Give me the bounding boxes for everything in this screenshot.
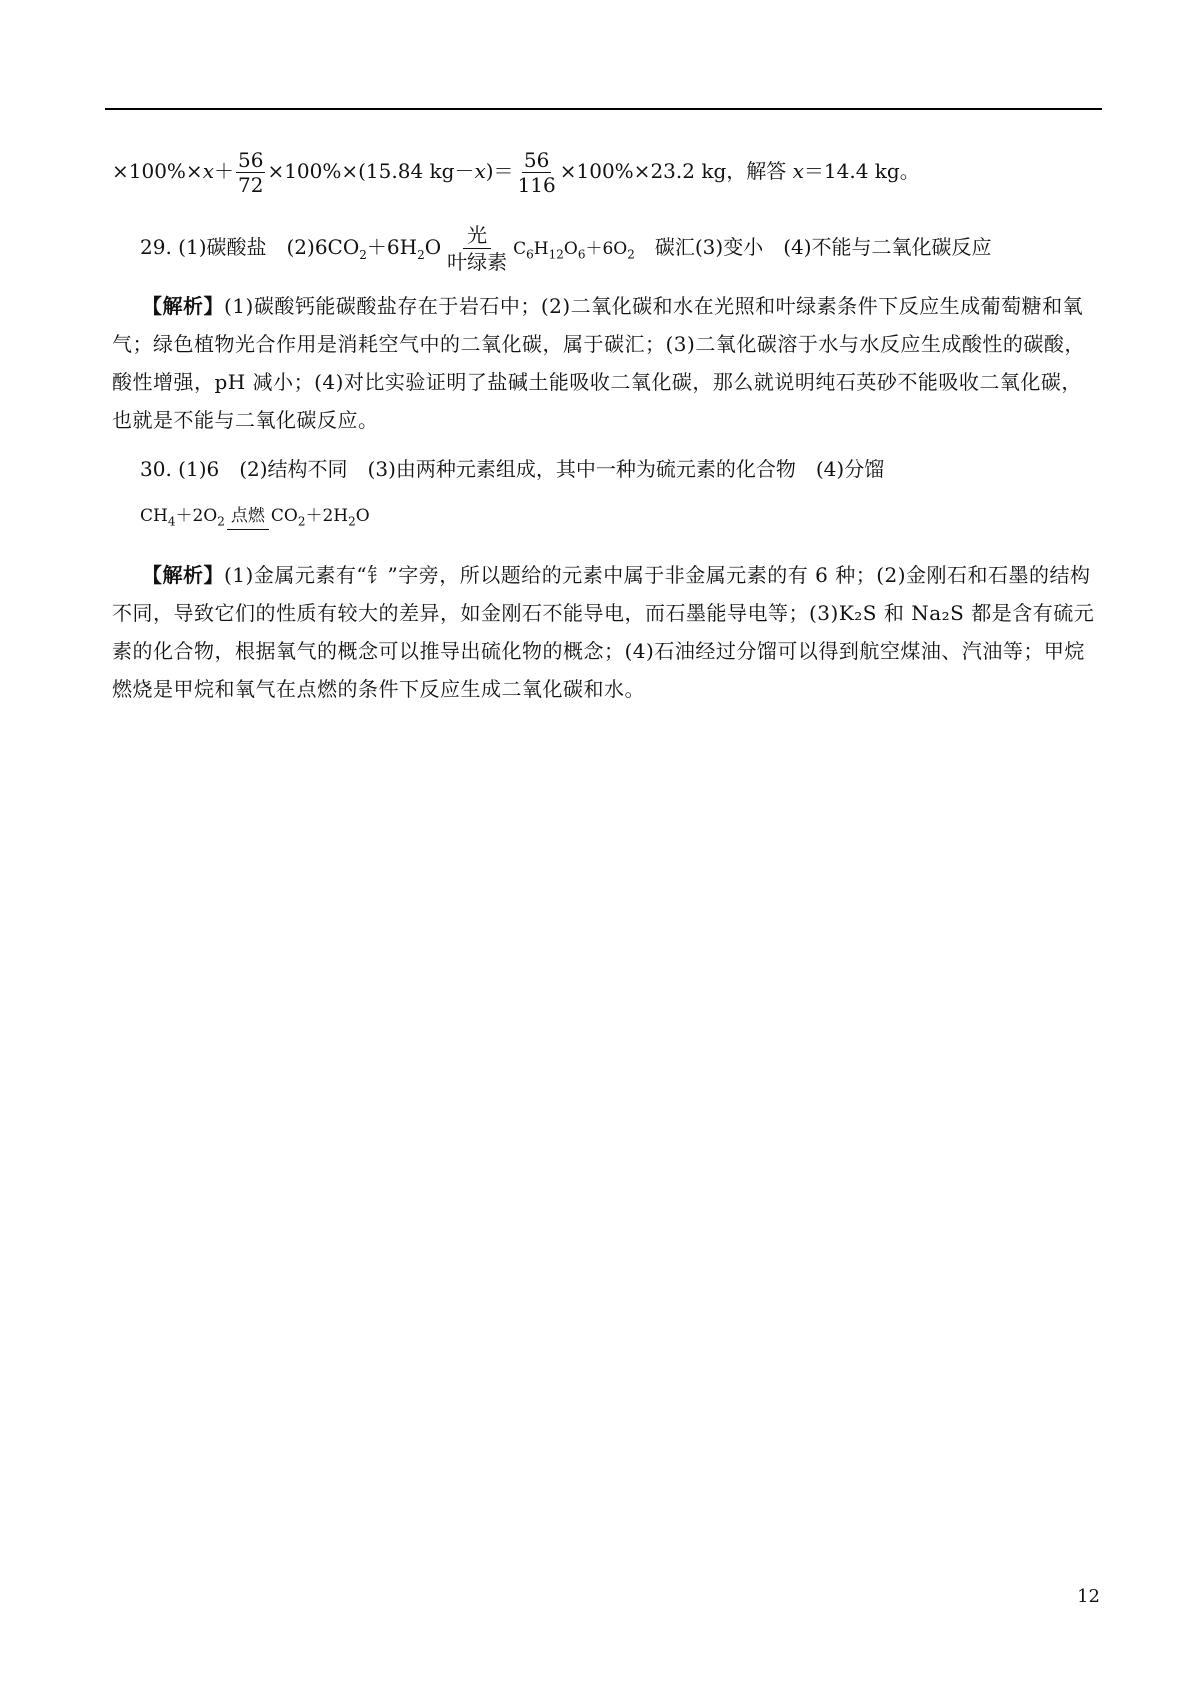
q29-answer <box>140 222 992 275</box>
q30-answer <box>140 455 884 483</box>
calc-text: ×100%×(15.84 kg－ <box>267 159 475 183</box>
subscript: 6 <box>577 247 586 262</box>
formula-part: ＋6O <box>585 239 628 259</box>
q29-analysis <box>112 287 1102 439</box>
var-x: x <box>792 159 804 183</box>
product-glucose <box>513 239 635 262</box>
var-x: x <box>474 159 486 183</box>
fraction-56-116 <box>516 148 558 197</box>
formula-part: O <box>355 506 370 526</box>
fraction-numerator: 56 <box>523 148 550 172</box>
subscript: 2 <box>348 514 356 529</box>
reaction-arrow <box>227 503 269 530</box>
subscript: 2 <box>217 514 225 529</box>
var-x: x <box>202 159 214 183</box>
q29-text: O <box>424 235 442 259</box>
calc-text: ＝14.4 kg。 <box>803 159 920 183</box>
subscript: 2 <box>297 514 306 529</box>
q29-tail: 碳汇(3)变小 (4)不能与二氧化碳反应 <box>634 235 992 259</box>
q30-equation <box>140 502 370 535</box>
subscript: 2 <box>417 248 425 262</box>
subscript: 12 <box>548 247 564 262</box>
calc-text: ＋ <box>213 159 234 183</box>
calc-text: ×100%× <box>112 159 203 183</box>
calc-text: )＝ <box>485 159 514 183</box>
analysis-label: 【解析】 <box>142 294 224 318</box>
fraction-numerator: 56 <box>237 148 264 172</box>
formula-part: C <box>513 239 527 259</box>
arrow-condition-top: 点燃 <box>227 503 269 530</box>
subscript: 6 <box>526 247 534 262</box>
subscript: 2 <box>627 247 635 262</box>
arrow-condition-bottom: 叶绿素 <box>447 250 508 274</box>
q29-text: ＋6H <box>366 235 418 259</box>
formula-part: ＋2O <box>175 506 218 526</box>
q30-text: 30. (1)6 (2)结构不同 (3)由两种元素组成，其中一种为硫元素的化合物 (4)分馏 <box>140 457 885 481</box>
calc-line <box>112 148 920 197</box>
subscript: 4 <box>167 514 176 529</box>
formula-part: CH <box>140 506 168 526</box>
formula-part: ＋2H <box>305 506 349 526</box>
formula-part: H <box>533 239 549 259</box>
analysis-text: (1)碳酸钙能碳酸盐存在于岩石中；(2)二氧化碳和水在光照和叶绿素条件下反应生成葡萄糖和氧气；绿色植物光合作用是消耗空气中的二氧化碳，属于碳汇；(3)二氧化碳溶于水与水反应生成酸性的碳酸，酸性增强，pH 减小；(4)对比实验证明了盐碱土能吸收二氧化碳，那么就说明纯石英砂不能吸收二氧化碳，也就是不能与二氧化碳反应。 <box>112 294 1085 432</box>
analysis-label: 【解析】 <box>142 563 224 587</box>
reaction-arrow <box>443 222 511 275</box>
subscript: 2 <box>359 248 367 262</box>
calc-text: ×100%×23.2 kg，解答 <box>559 159 793 183</box>
fraction-denominator: 72 <box>237 173 264 197</box>
analysis-text: (1)金属元素有“钅”字旁，所以题给的元素中属于非金属元素的有 6 种；(2)金刚石和石墨的结构不同，导致它们的性质有较大的差异，如金刚石不能导电，而石墨能导电等；(3)K₂S 和 Na₂S 都是含有硫元素的化合物，根据氧气的概念可以推导出硫化物的概念；(4)石油经过分馏可以得到航空煤油、汽油等；甲烷燃烧是甲烷和氧气在点燃的条件下反应生成二氧化碳和水。 <box>112 563 1095 701</box>
formula-part: CO <box>270 506 298 526</box>
q30-analysis <box>112 556 1102 708</box>
arrow-condition-top: 光 <box>463 222 491 249</box>
fraction-denominator: 116 <box>517 173 556 197</box>
formula-part: O <box>563 239 578 259</box>
page-number: 12 <box>1077 1586 1100 1607</box>
header-rule <box>105 108 1102 110</box>
fraction-56-72 <box>236 148 265 197</box>
q29-lead: 29. (1)碳酸盐 (2)6CO <box>140 235 360 259</box>
